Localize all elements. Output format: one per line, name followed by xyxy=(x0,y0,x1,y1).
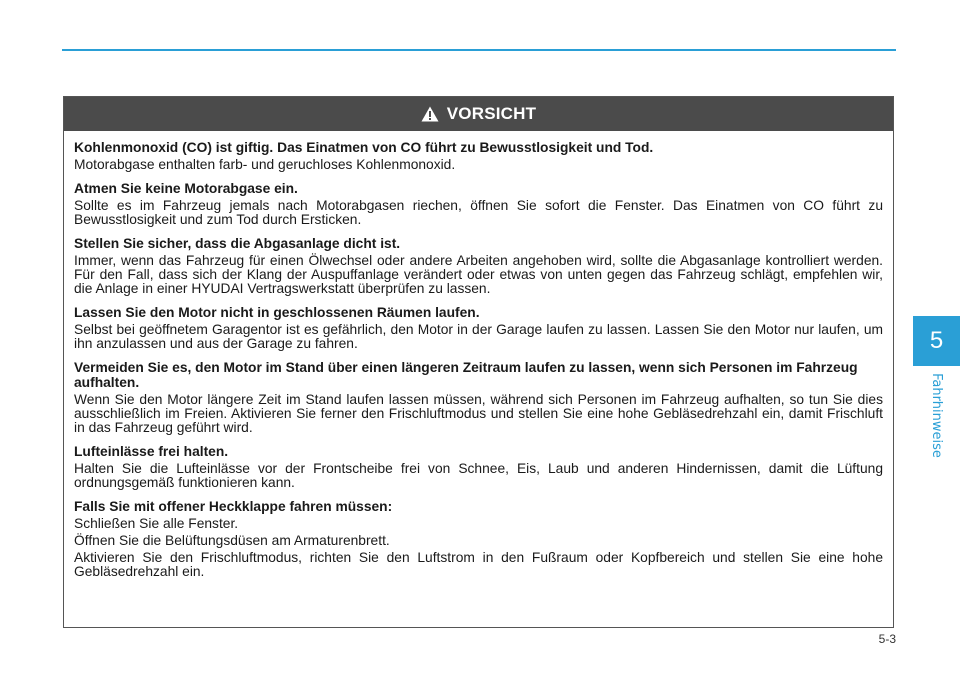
section-paragraph: Öffnen Sie die Belüftungsdüsen am Armaturenbrett. xyxy=(74,533,390,548)
chapter-tab xyxy=(913,316,960,366)
warning-box xyxy=(63,96,894,628)
section-paragraph: Immer, wenn das Fahrzeug für einen Ölwechsel oder andere Arbeiten angehoben wird, sollte die Abgasanlage kontrolliert werden. Für den Fall, dass sich der Klang der Auspuffanlage verändert oder etwas von unten gegen das Fahrzeug schlägt, empfehlen wir, die Anlage in einer HYUDAI Vertragswerkstatt überprüfen zu lassen. xyxy=(74,253,883,296)
section-heading: Falls Sie mit offener Heckklappe fahren müssen: xyxy=(74,499,393,514)
page-number: 5-3 xyxy=(878,632,896,646)
section-heading: Lassen Sie den Motor nicht in geschlossenen Räumen laufen. xyxy=(74,305,480,320)
top-rule xyxy=(62,49,896,51)
chapter-label-container xyxy=(905,370,960,460)
warning-section xyxy=(74,499,883,579)
warning-title: VORSICHT xyxy=(446,104,537,123)
warning-header xyxy=(64,97,893,131)
section-paragraph: Aktivieren Sie den Frischluftmodus, richten Sie den Luftstrom in den Fußraum oder Kopfbereich und stellen Sie eine hohe Gebläsedrehzahl ein. xyxy=(74,550,883,579)
section-paragraph: Selbst bei geöffnetem Garagentor ist es gefährlich, den Motor in der Garage laufen zu lassen. Lassen Sie den Motor nur laufen, um ihn anzulassen und aus der Garage zu fahren. xyxy=(74,322,883,351)
warning-section xyxy=(74,181,883,227)
section-paragraph: Sollte es im Fahrzeug jemals nach Motorabgasen riechen, öffnen Sie sofort die Fenster. Das Einatmen von CO führt zu Bewusstlosigkeit und zum Tod durch Ersticken. xyxy=(74,198,883,227)
warning-section xyxy=(74,305,883,351)
warning-section xyxy=(74,236,883,296)
section-heading: Vermeiden Sie es, den Motor im Stand über einen längeren Zeitraum laufen zu lassen, wenn sich Personen im Fahrzeug aufhalten. xyxy=(74,360,858,390)
section-paragraph: Wenn Sie den Motor längere Zeit im Stand laufen lassen müssen, während sich Personen im Fahrzeug aufhalten, so tun Sie dies ausschließlich im Freien. Aktivieren Sie ferner den Frischluftmodus und stellen Sie eine hohe Gebläsedrehzahl ein, damit Frischluft in das Fahrzeug geführt wird. xyxy=(74,392,883,435)
section-paragraph: Halten Sie die Lufteinlässe vor der Frontscheibe frei von Schnee, Eis, Laub und anderen Hindernissen, damit die Lüftung ordnungsgemäß funktionieren kann. xyxy=(74,461,883,490)
section-paragraph: Schließen Sie alle Fenster. xyxy=(74,516,239,531)
warning-section xyxy=(74,360,883,435)
warning-body xyxy=(64,131,893,579)
section-paragraph: Motorabgase enthalten farb- und geruchloses Kohlenmonoxid. xyxy=(74,157,456,172)
section-heading: Kohlenmonoxid (CO) ist giftig. Das Einatmen von CO führt zu Bewusstlosigkeit und Tod. xyxy=(74,140,654,155)
section-heading: Stellen Sie sicher, dass die Abgasanlage dicht ist. xyxy=(74,236,401,251)
section-heading: Lufteinlässe frei halten. xyxy=(74,444,229,459)
warning-triangle-icon xyxy=(421,106,439,122)
chapter-number: 5 xyxy=(929,327,944,354)
section-heading: Atmen Sie keine Motorabgase ein. xyxy=(74,181,298,196)
warning-section xyxy=(74,140,883,172)
warning-section xyxy=(74,444,883,490)
chapter-label: Fahrhinweise xyxy=(928,372,944,458)
